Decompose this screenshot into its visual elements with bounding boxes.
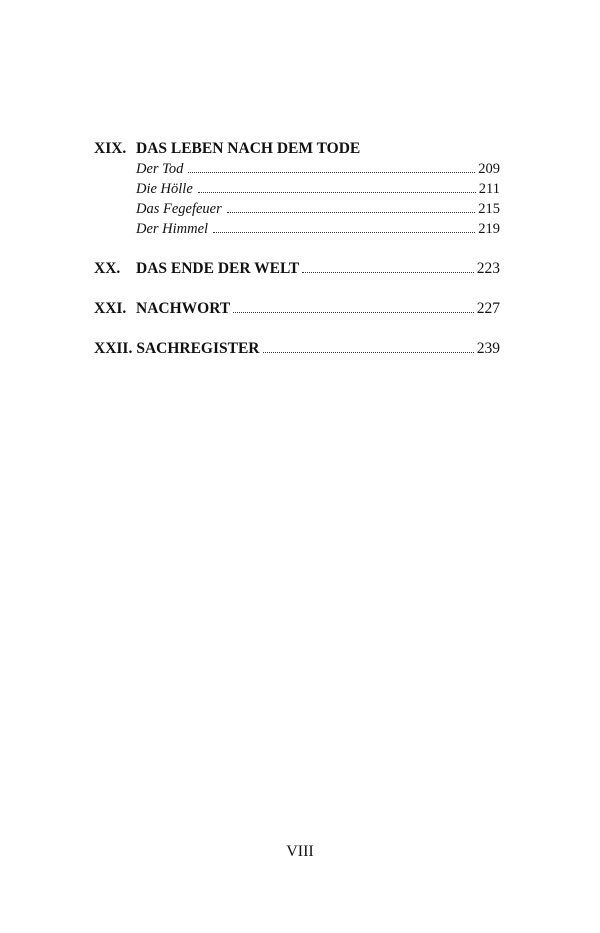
dot-leader [227,212,475,213]
chapter-title: DAS ENDE DER WELT [136,260,300,277]
subentry-title: Der Tod [136,161,184,177]
page-number: 211 [478,181,500,197]
page-number: 209 [478,161,500,177]
chapter-number: XIX. [94,140,127,157]
dot-leader [213,232,475,233]
page-number: 239 [476,340,500,357]
dot-leader [302,272,474,273]
chapter-number: XX. [94,260,121,277]
page-number: 223 [476,260,500,277]
toc-chapter-21 [94,299,500,319]
subentry-title: Das Fegefeuer [136,201,222,217]
dot-leader [233,312,474,313]
toc-subentry [136,179,500,199]
page-number: 219 [478,221,500,237]
dot-leader [198,192,476,193]
toc-chapter-22 [94,339,500,359]
page-footer-number: VIII [286,843,314,860]
chapter-title: NACHWORT [136,300,231,317]
chapter-title: DAS LEBEN NACH DEM TODE [136,140,361,157]
chapter-number: XXI. [94,300,127,317]
toc-chapter-19 [94,139,500,159]
toc-subentry [136,219,500,239]
toc-chapter-20 [94,259,500,279]
toc-subentry [136,199,500,219]
page-number: 215 [478,201,500,217]
subentry-title: Die Hölle [136,181,193,197]
toc-subentries [136,159,500,239]
table-of-contents [94,139,500,359]
dot-leader [263,352,474,353]
chapter-title: SACHREGISTER [136,340,260,357]
chapter-number: XXII. [94,340,133,357]
dot-leader [188,172,475,173]
page-number: 227 [476,300,500,317]
subentry-title: Der Himmel [136,221,209,237]
toc-subentry [136,159,500,179]
